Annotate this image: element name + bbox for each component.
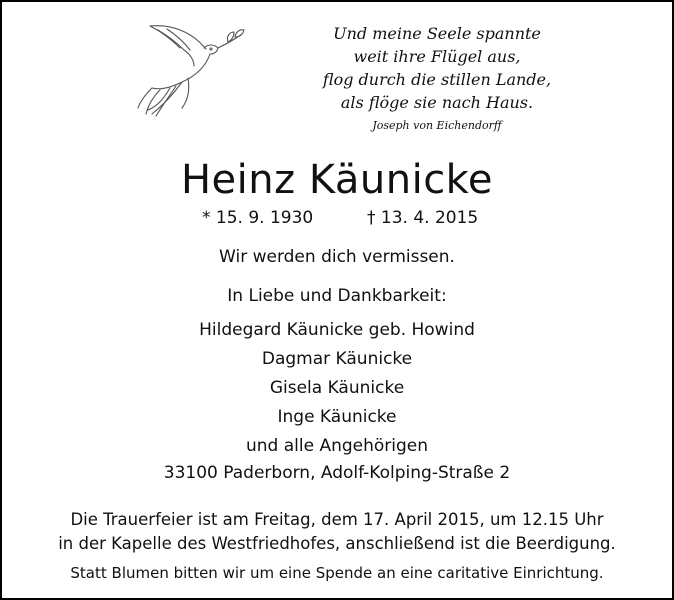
poem-author: Joseph von Eichendorff — [372, 119, 502, 132]
poem-line: Und meine Seele spannte — [333, 24, 541, 43]
ceremony-info — [2, 508, 672, 556]
poem — [302, 22, 572, 114]
address: 33100 Paderborn, Adolf-Kolping-Straße 2 — [163, 463, 511, 483]
mourner-name: Hildegard Käunicke geb. Howind — [199, 320, 475, 340]
mourner-name: und alle Angehörigen — [245, 436, 429, 456]
mourner-name: Inge Käunicke — [277, 407, 397, 427]
death-date: † 13. 4. 2015 — [367, 208, 479, 228]
mourners-intro: In Liebe und Dankbarkeit: — [227, 286, 447, 306]
ceremony-line: in der Kapelle des Westfriedhofes, anschließend ist die Beerdigung. — [58, 534, 616, 553]
poem-line: als flöge sie nach Haus. — [340, 93, 534, 112]
mourner-name: Dagmar Käunicke — [261, 349, 413, 369]
donation-note: Statt Blumen bitten wir um eine Spende an eine caritative Einrichtung. — [70, 564, 604, 582]
birth-date: * 15. 9. 1930 — [202, 208, 314, 228]
dove-icon — [122, 18, 252, 124]
poem-line: flog durch die stillen Lande, — [322, 70, 552, 89]
deceased-name: Heinz Käunicke — [180, 157, 494, 203]
mourner-name: Gisela Käunicke — [269, 378, 405, 398]
ceremony-line: Die Trauerfeier ist am Freitag, dem 17. April 2015, um 12.15 Uhr — [70, 510, 604, 529]
mourners-list — [2, 316, 672, 461]
poem-line: weit ihre Flügel aus, — [353, 47, 521, 66]
farewell-message: Wir werden dich vermissen. — [219, 247, 455, 267]
